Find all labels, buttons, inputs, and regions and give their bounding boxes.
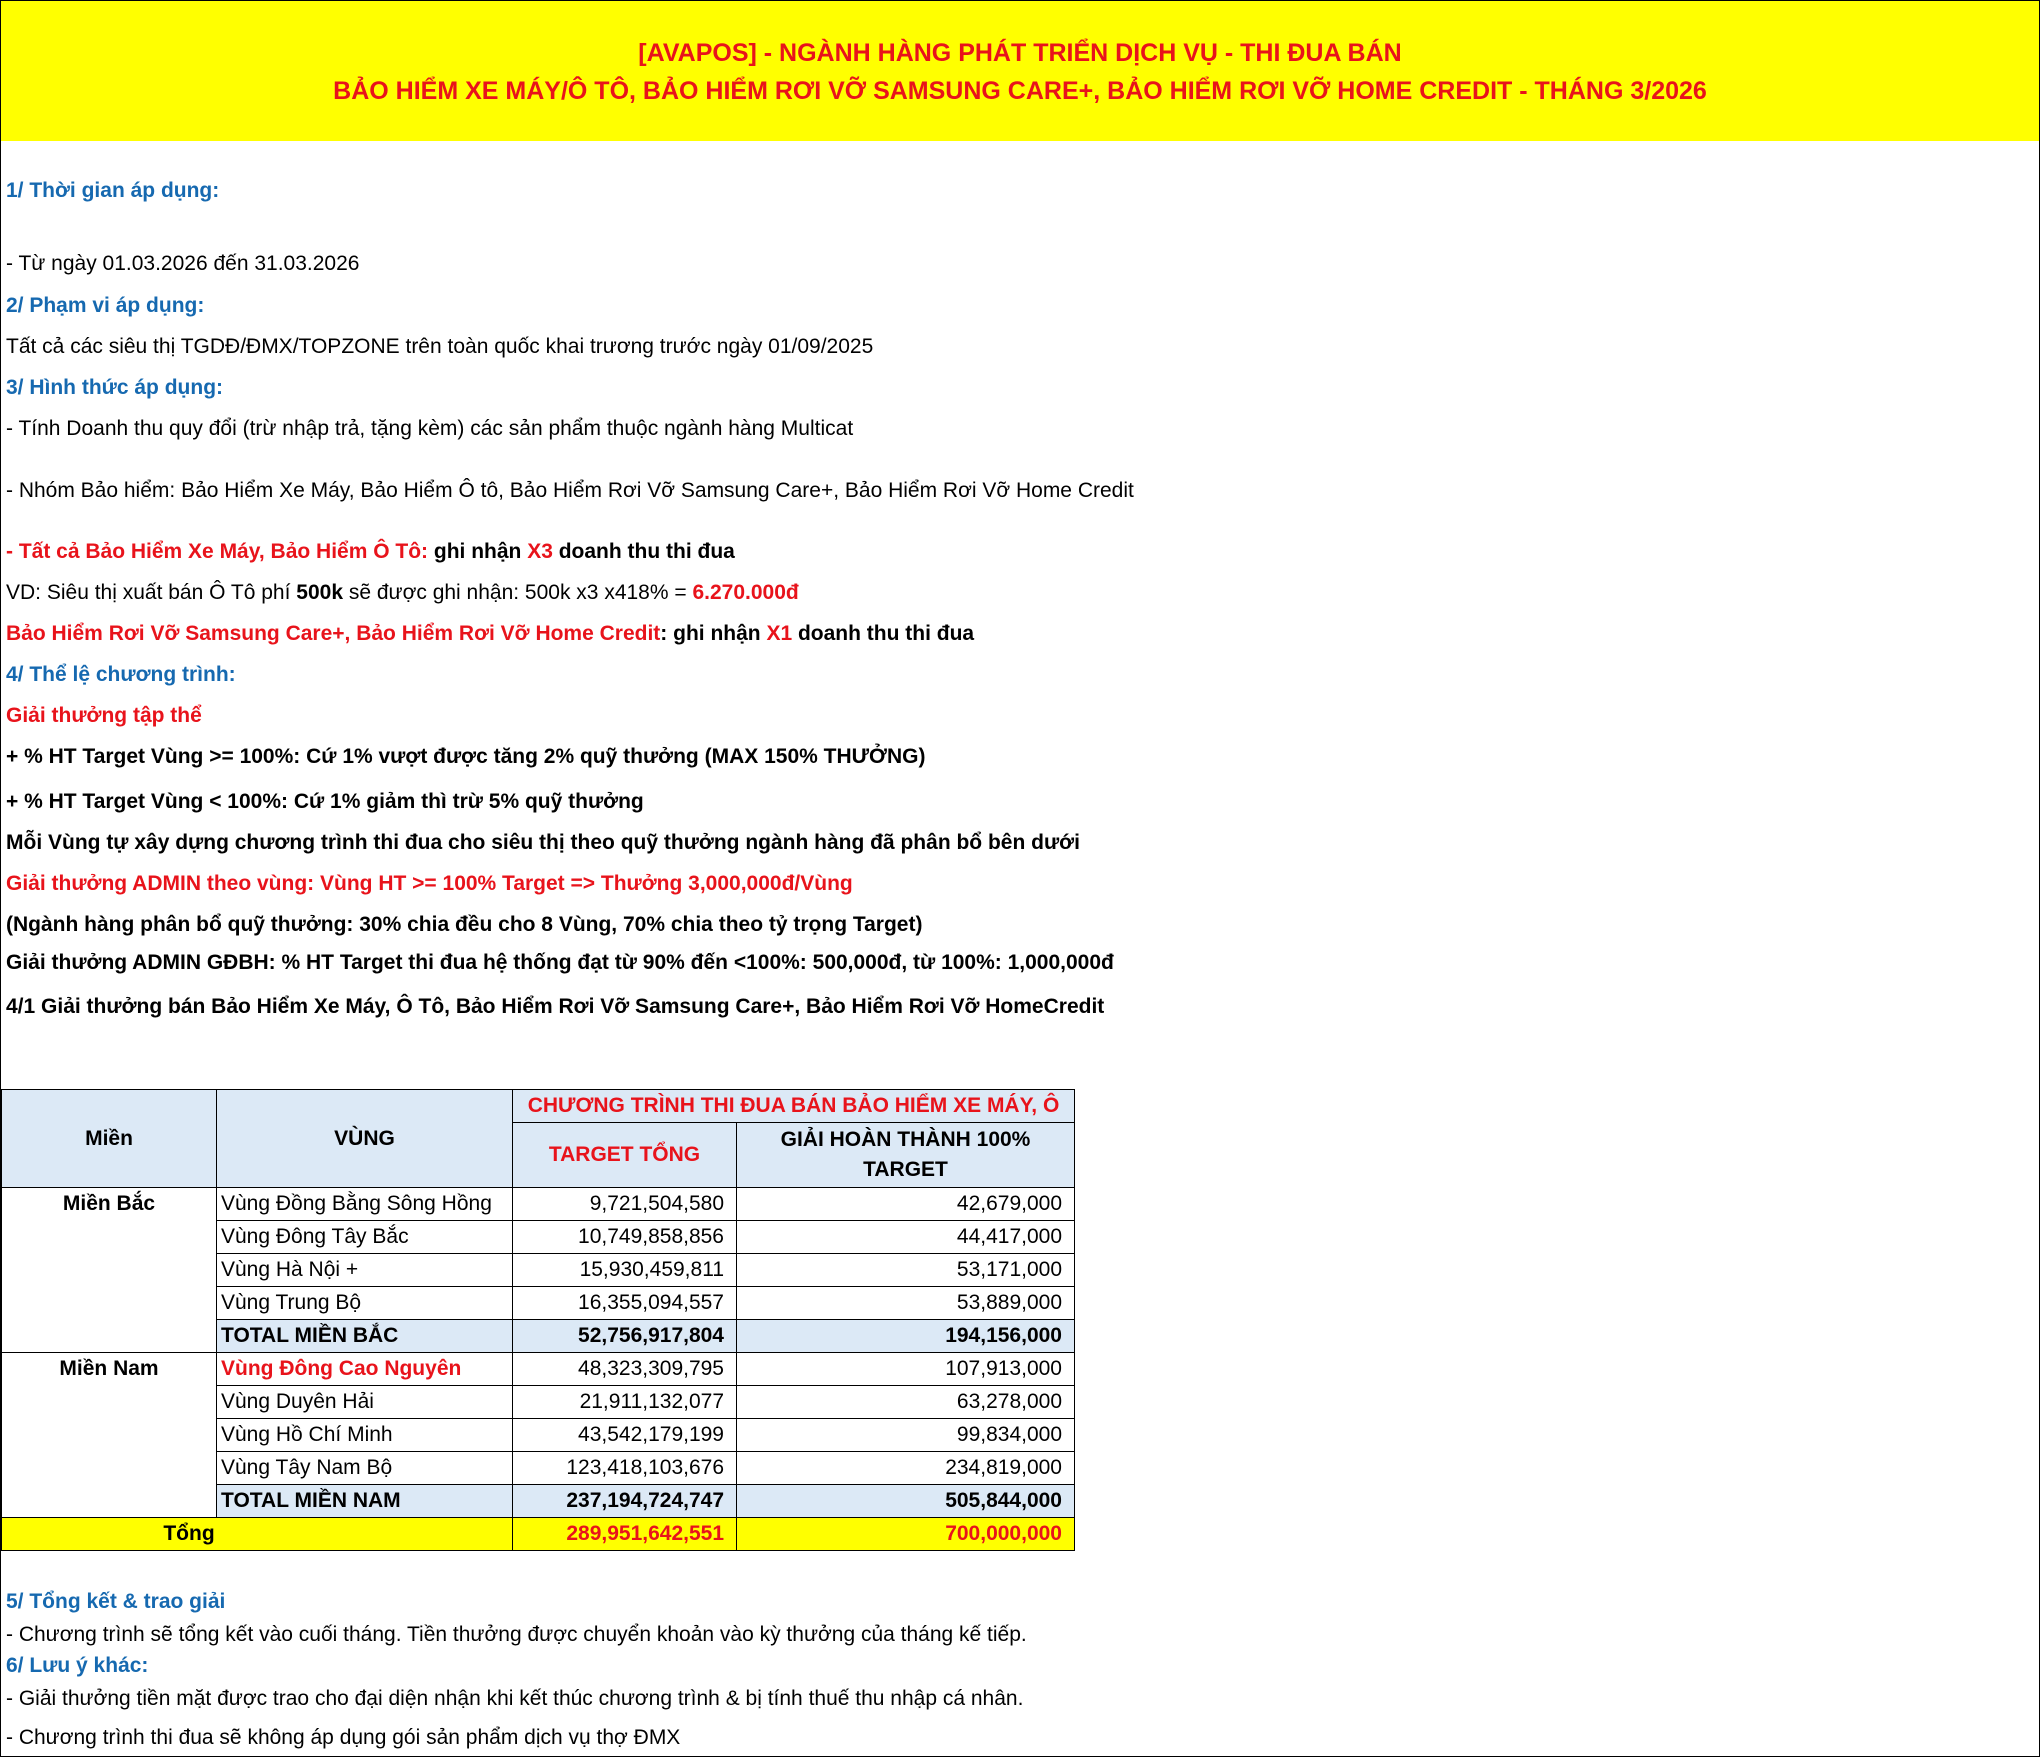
cell-target: 48,323,309,795: [513, 1353, 737, 1386]
cell-mien: [2, 1419, 217, 1452]
example-c: sẽ được ghi nhận: 500k x3 x418% =: [343, 581, 693, 604]
cell-mien: [2, 1485, 217, 1518]
section3-title: 3/ Hình thức áp dụng:: [6, 376, 224, 399]
section4-title: 4/ Thể lệ chương trình:: [6, 663, 236, 686]
cell-target: 123,418,103,676: [513, 1452, 737, 1485]
x3-products: - Tất cả Bảo Hiểm Xe Máy, Bảo Hiểm Ô Tô:: [6, 540, 429, 563]
table-row: [2, 1419, 1075, 1452]
cell-mien: [2, 1221, 217, 1254]
section6-line1: - Giải thưởng tiền mặt được trao cho đại diện nhận khi kết thúc chương trình & bị tính thuế thu nhập cá nhân.: [6, 1687, 1024, 1710]
cell-target: 10,749,858,856: [513, 1221, 737, 1254]
grand-total-prize: 700,000,000: [737, 1518, 1075, 1551]
title-line-2: BẢO HIỂM XE MÁY/Ô TÔ, BẢO HIỂM RƠI VỠ SAMSUNG CARE+, BẢO HIỂM RƠI VỠ HOME CREDIT - THÁNG 3/2026: [333, 77, 1707, 105]
x1-end: doanh thu thi đua: [792, 622, 975, 645]
cell-target: 52,756,917,804: [513, 1320, 737, 1353]
section6-line2: - Chương trình thi đua sẽ không áp dụng gói sản phẩm dịch vụ thợ ĐMX: [6, 1726, 681, 1749]
cell-vung: Vùng Trung Bộ: [217, 1287, 513, 1320]
table-row: [2, 1386, 1075, 1419]
section3-line2: - Nhóm Bảo hiểm: Bảo Hiểm Xe Máy, Bảo Hiểm Ô tô, Bảo Hiểm Rơi Vỡ Samsung Care+, Bảo Hiểm Rơi Vỡ Home Credit: [6, 479, 1134, 502]
section5-text: - Chương trình sẽ tổng kết vào cuối tháng. Tiền thưởng được chuyển khoản vào kỳ thưởng của tháng kế tiếp.: [6, 1623, 1027, 1646]
cell-prize: 107,913,000: [737, 1353, 1075, 1386]
section3-example: [6, 581, 799, 605]
cell-prize: 505,844,000: [737, 1485, 1075, 1518]
admin-gdbh-award: Giải thưởng ADMIN GĐBH: % HT Target thi đua hệ thống đạt từ 90% đến <100%: 500,000đ, từ 100%: 1,000,000đ: [6, 951, 1114, 974]
table-row: [2, 1287, 1075, 1320]
x3-mid: ghi nhận: [428, 540, 528, 563]
cell-target: 15,930,459,811: [513, 1254, 737, 1287]
section41-title: 4/1 Giải thưởng bán Bảo Hiểm Xe Máy, Ô Tô, Bảo Hiểm Rơi Vỡ Samsung Care+, Bảo Hiểm Rơi Vỡ HomeCredit: [6, 995, 1105, 1018]
table-row: [2, 1452, 1075, 1485]
cell-prize: 53,171,000: [737, 1254, 1075, 1287]
cell-vung: Vùng Đông Cao Nguyên: [217, 1353, 513, 1386]
section3-x3-rule: [6, 540, 735, 564]
section6-title: 6/ Lưu ý khác:: [6, 1654, 149, 1677]
section1-title: 1/ Thời gian áp dụng:: [6, 179, 220, 202]
section2-title: 2/ Phạm vi áp dụng:: [6, 294, 205, 317]
subtotal-row: [2, 1485, 1075, 1518]
cell-prize: 234,819,000: [737, 1452, 1075, 1485]
col-header-prize: GIẢI HOÀN THÀNH 100% TARGET: [737, 1123, 1075, 1188]
section2-text: Tất cả các siêu thị TGDĐ/ĐMX/TOPZONE trên toàn quốc khai trương trước ngày 01/09/2025: [6, 335, 874, 358]
col-header-mien: Miền: [2, 1090, 217, 1188]
section3-line1: - Tính Doanh thu quy đổi (trừ nhập trả, tặng kèm) các sản phẩm thuộc ngành hàng Multicat: [6, 417, 854, 440]
grand-total-target: 289,951,642,551: [513, 1518, 737, 1551]
rule-region-program: Mỗi Vùng tự xây dựng chương trình thi đua cho siêu thị theo quỹ thưởng ngành hàng đã phân bổ bên dưới: [6, 831, 1080, 854]
section3-x1-rule: [6, 622, 974, 646]
cell-prize: 99,834,000: [737, 1419, 1075, 1452]
table-body: [2, 1188, 1075, 1518]
grand-total-row: [2, 1518, 1075, 1551]
cell-vung: TOTAL MIỀN NAM: [217, 1485, 513, 1518]
table-row: [2, 1188, 1075, 1221]
section1-text: - Từ ngày 01.03.2026 đến 31.03.2026: [6, 252, 360, 275]
cell-mien: [2, 1287, 217, 1320]
program-header: CHƯƠNG TRÌNH THI ĐUA BÁN BẢO HIỂM XE MÁY, Ô: [513, 1090, 1075, 1123]
cell-vung: Vùng Đông Tây Bắc: [217, 1221, 513, 1254]
example-b: 500k: [296, 581, 343, 604]
cell-prize: 194,156,000: [737, 1320, 1075, 1353]
admin-region-award: Giải thưởng ADMIN theo vùng: Vùng HT >= 100% Target => Thưởng 3,000,000đ/Vùng: [6, 872, 853, 895]
cell-vung: Vùng Tây Nam Bộ: [217, 1452, 513, 1485]
cell-vung: Vùng Hồ Chí Minh: [217, 1419, 513, 1452]
cell-prize: 44,417,000: [737, 1221, 1075, 1254]
cell-vung: Vùng Đồng Bằng Sông Hồng: [217, 1188, 513, 1221]
target-table: [1, 1089, 1075, 1551]
cell-mien: [2, 1254, 217, 1287]
section5-title: 5/ Tổng kết & trao giải: [6, 1590, 226, 1613]
cell-prize: 53,889,000: [737, 1287, 1075, 1320]
title-banner: [1, 1, 2039, 141]
example-result: 6.270.000đ: [692, 581, 799, 604]
table-row: [2, 1254, 1075, 1287]
rule-under-target: + % HT Target Vùng < 100%: Cứ 1% giảm thì trừ 5% quỹ thưởng: [6, 790, 644, 813]
x3-multiplier: X3: [527, 540, 553, 563]
cell-vung: Vùng Hà Nội +: [217, 1254, 513, 1287]
x1-products: Bảo Hiểm Rơi Vỡ Samsung Care+, Bảo Hiểm Rơi Vỡ Home Credit: [6, 622, 661, 645]
x1-mid: : ghi nhận: [660, 622, 767, 645]
rule-over-target: + % HT Target Vùng >= 100%: Cứ 1% vượt được tăng 2% quỹ thưởng (MAX 150% THƯỞNG): [6, 745, 926, 768]
cell-target: 9,721,504,580: [513, 1188, 737, 1221]
cell-prize: 42,679,000: [737, 1188, 1075, 1221]
x3-end: doanh thu thi đua: [552, 540, 735, 563]
cell-mien: Miền Nam: [2, 1353, 217, 1386]
grand-total-label: Tổng: [2, 1518, 513, 1551]
col-header-target: TARGET TỔNG: [513, 1123, 737, 1188]
cell-mien: [2, 1452, 217, 1485]
example-a: VD: Siêu thị xuất bán Ô Tô phí: [6, 581, 297, 604]
x1-multiplier: X1: [766, 622, 793, 645]
cell-prize: 63,278,000: [737, 1386, 1075, 1419]
title-line-1: [AVAPOS] - NGÀNH HÀNG PHÁT TRIỂN DỊCH VỤ - THI ĐUA BÁN: [638, 39, 1402, 67]
col-header-vung: VÙNG: [217, 1090, 513, 1188]
cell-target: 21,911,132,077: [513, 1386, 737, 1419]
cell-vung: TOTAL MIỀN BẮC: [217, 1320, 513, 1353]
table-row: [2, 1221, 1075, 1254]
cell-mien: Miền Bắc: [2, 1188, 217, 1221]
subtotal-row: [2, 1320, 1075, 1353]
cell-target: 43,542,179,199: [513, 1419, 737, 1452]
group-award-title: Giải thưởng tập thể: [6, 704, 202, 727]
cell-vung: Vùng Duyên Hải: [217, 1386, 513, 1419]
cell-target: 237,194,724,747: [513, 1485, 737, 1518]
cell-mien: [2, 1320, 217, 1353]
cell-target: 16,355,094,557: [513, 1287, 737, 1320]
fund-allocation: (Ngành hàng phân bổ quỹ thưởng: 30% chia đều cho 8 Vùng, 70% chia theo tỷ trọng Target): [6, 913, 923, 936]
cell-mien: [2, 1386, 217, 1419]
table-row: [2, 1353, 1075, 1386]
